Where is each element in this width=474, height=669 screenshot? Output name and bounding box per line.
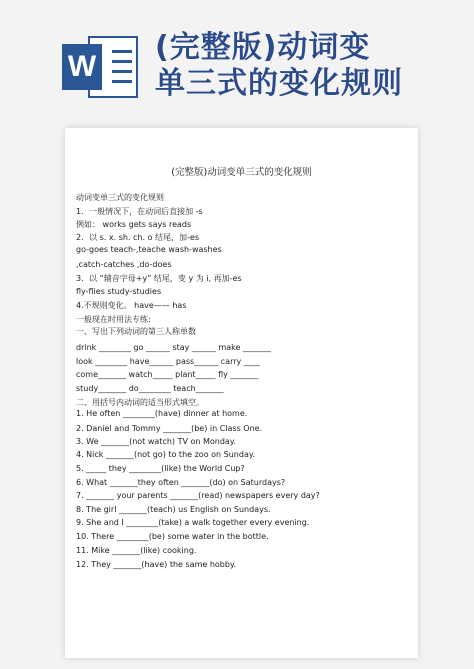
document-line: 12. They _______(have) the same hobby. bbox=[76, 560, 237, 569]
document-line: 11. Mike _______(like) cooking. bbox=[76, 546, 197, 555]
document-line: 5. _____ they ________(like) the World Cup? bbox=[76, 464, 245, 473]
document-line: 动词变单三式的变化规则 bbox=[76, 193, 164, 202]
document-line: drink ________ go ______ stay ______ make _______ bbox=[76, 343, 271, 352]
document-line: 2. Daniel and Tommy _______(be) in Class One. bbox=[76, 424, 263, 433]
document-line: 8. The girl _______(teach) us English on Sundays. bbox=[76, 505, 271, 514]
document-line: ,catch-catches ,do-does bbox=[76, 260, 172, 269]
document-line: 3．以 “辅音字母+y” 结尾，变 y 为 i, 再加-es bbox=[76, 274, 242, 283]
word-document-icon bbox=[62, 32, 142, 102]
document-line: 例如： works gets says reads bbox=[76, 220, 192, 229]
banner-title bbox=[155, 30, 445, 102]
document-line: 3. We _______(not watch) TV on Monday. bbox=[76, 437, 236, 446]
document-line: come_______ watch_____ plant_____ fly _______ bbox=[76, 370, 259, 379]
document-line: 7. _______ your parents _______(read) newspapers every day? bbox=[76, 491, 320, 500]
document-line: 10. There ________(be) some water in the bottle. bbox=[76, 532, 269, 541]
document-line: 4. Nick _______(not go) to the zoo on Sunday. bbox=[76, 450, 255, 459]
document-line: look ________ have______ pass______ carry ____ bbox=[76, 357, 260, 366]
banner-title-line1: (完整版)动词变 bbox=[155, 30, 371, 65]
document-line: 二、用括号内动词的适当形式填空。 bbox=[76, 398, 204, 407]
document-line: 一、写出下列动词的第三人称单数 bbox=[76, 327, 196, 336]
document-line: 2．以 s. x. sh. ch. o 结尾，加-es bbox=[76, 233, 199, 242]
banner bbox=[0, 0, 474, 112]
banner-title-line2: 单三式的变化规则 bbox=[155, 66, 403, 101]
document-line: 1．一般情况下，在动词后直接加 -s bbox=[76, 207, 203, 216]
document-line: 4.不规则变化。 have—— has bbox=[76, 301, 187, 310]
document-line: 9. She and I ________(take) a walk together every evening. bbox=[76, 518, 310, 527]
document-line: go-goes teach-,teache wash-washes bbox=[76, 245, 222, 254]
document-line: fly-flies study-studies bbox=[76, 287, 162, 296]
document-line: study_______ do________ teach_______ bbox=[76, 384, 224, 393]
document-line: 一般现在时用法专练: bbox=[76, 315, 151, 324]
word-letter: W bbox=[62, 44, 102, 90]
document-line: 1. He often ________(have) dinner at home. bbox=[76, 409, 248, 418]
document-title: (完整版)动词变单三式的变化规则 bbox=[171, 167, 312, 178]
document-line: 6. What _______they often _______(do) on Saturdays? bbox=[76, 478, 286, 487]
